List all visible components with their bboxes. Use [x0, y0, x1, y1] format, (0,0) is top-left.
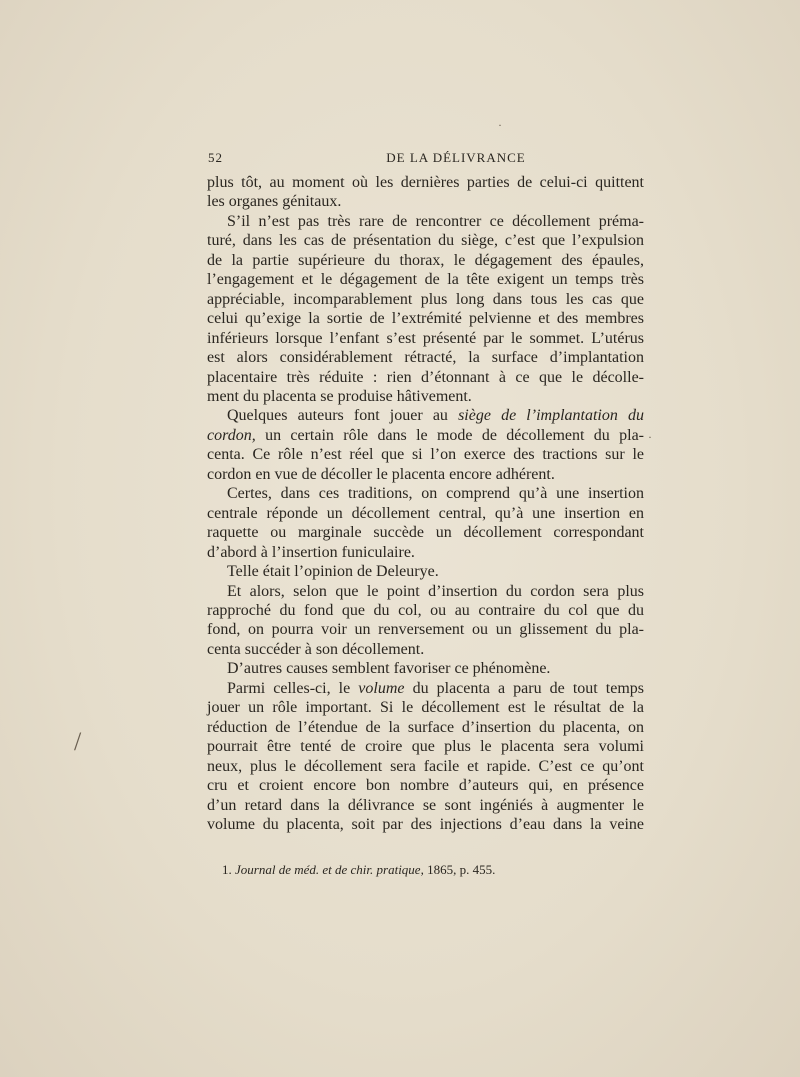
text-line: centa succéder à son décollement. — [207, 640, 425, 658]
text-run: Quelques auteurs font jouer au — [227, 407, 448, 425]
text-line: volume du placenta, soit par des injections d’eau dans la veine — [207, 815, 644, 833]
text-line: rapproché du fond que du col, ou au contraire du col que du — [207, 601, 644, 619]
text-line: D’autres causes semblent favoriser ce phénomène. — [227, 660, 551, 678]
text-line: pourrait être tenté de croire que plus le placenta sera volumi — [207, 738, 644, 756]
text-line: est alors considérablement rétracté, la surface d’implantation — [207, 349, 644, 367]
running-title: DE LA DÉLIVRANCE — [386, 150, 526, 165]
text-line: raquette ou marginale succède un décollement correspondant — [207, 524, 644, 542]
page-number: 52 — [208, 150, 223, 165]
footnote-text: Journal de méd. et de chir. pratique, — [235, 862, 424, 877]
text-run: du placenta a paru de tout temps — [412, 679, 645, 697]
text-line: Telle était l’opinion de Deleurye. — [227, 563, 439, 581]
text-line: cordon en vue de décoller le placenta encore adhérent. — [207, 465, 555, 483]
text-line: Certes, dans ces traditions, on comprend qu’à une insertion — [227, 485, 644, 503]
footnote — [222, 862, 642, 878]
text-line — [207, 679, 644, 698]
text-line — [207, 426, 644, 445]
text-line: Et alors, selon que le point d’insertion du cordon sera plus — [227, 582, 644, 600]
text-line: réduction de l’étendue de la surface d’insertion du placenta, on — [207, 718, 644, 736]
text-line: de la partie supérieure du thorax, le dégagement des épaules, — [207, 251, 644, 269]
footnote-number: 1. — [222, 862, 232, 877]
text-line: d’un retard dans la délivrance se sont ingéniés à augmenter le — [207, 796, 644, 814]
text-line: neux, plus le décollement sera facile et rapide. C’est ce qu’ont — [207, 757, 644, 775]
text-line: centa. Ce rôle n’est réel que si l’on exerce des tractions sur le — [207, 446, 644, 464]
text-line: plus tôt, au moment où les dernières parties de celui-ci quittent — [207, 174, 644, 191]
text-line: S’il n’est pas très rare de rencontrer ce décollement préma- — [227, 212, 644, 230]
body-text — [207, 173, 644, 834]
text-line: l’engagement et le dégagement de la tête exigent un temps très — [207, 271, 644, 289]
text-line: celui qu’exige la sortie de l’extrémité pelvienne et des membres — [207, 310, 644, 328]
italic-run: cordon, — [207, 426, 256, 444]
speck-mark: · — [648, 430, 652, 444]
text-line: d’abord à l’insertion funiculaire. — [207, 543, 415, 561]
text-line: inférieurs lorsque l’enfant s’est présenté par le sommet. L’utérus — [207, 329, 644, 347]
text-line — [207, 406, 644, 425]
italic-run: siège de l’implantation du — [458, 407, 644, 425]
italic-run: volume — [358, 679, 405, 697]
footnote-ref: 1865, p. 455. — [427, 862, 496, 877]
text-line: les organes génitaux. — [207, 193, 342, 211]
text-line: appréciable, incomparablement plus long dans tous les cas que — [207, 290, 644, 308]
text-line: centrale réponde un décollement central, qu’à une insertion en — [207, 504, 644, 522]
margin-mark: / — [74, 727, 82, 756]
text-run: Parmi celles-ci, le — [227, 679, 351, 697]
text-line: jouer un rôle important. Si le décollement est le résultat de la — [207, 699, 644, 717]
text-run: un certain rôle dans le mode de décollement du pla- — [265, 426, 644, 444]
text-line: ment du placenta se produise hâtivement. — [207, 387, 472, 405]
running-header — [208, 150, 644, 168]
text-line: turé, dans les cas de présentation du siège, c’est que l’expulsion — [207, 232, 644, 250]
text-line: cru et croient encore bon nombre d’auteurs qui, en présence — [207, 777, 644, 795]
text-line: fond, on pourra voir un renversement ou un glissement du pla- — [207, 621, 644, 639]
text-line: placentaire très réduite : rien d’étonnant à ce que le décolle- — [207, 368, 644, 386]
speck-mark: · — [498, 118, 502, 132]
